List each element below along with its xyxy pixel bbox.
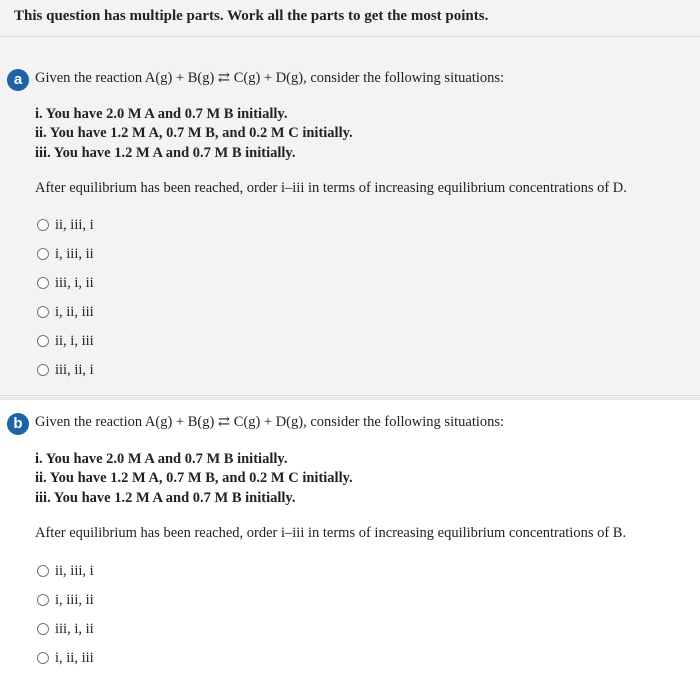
part-b-situation-2: ii. You have 1.2 M A, 0.7 M B, and 0.2 M C initially. <box>35 470 353 486</box>
part-b-situation-1: i. You have 2.0 M A and 0.7 M B initially. <box>35 451 288 467</box>
part-a-prompt: Given the reaction A(g) + B(g) ⇄ C(g) + D(g), consider the following situations: <box>35 70 505 86</box>
question-part-b <box>0 400 700 675</box>
option-label: i, iii, ii <box>55 591 94 608</box>
part-a-option-1[interactable] <box>37 216 94 234</box>
option-label: i, iii, ii <box>55 245 94 262</box>
part-b-option-3[interactable] <box>37 620 94 638</box>
option-label: ii, iii, i <box>55 562 94 579</box>
option-label: iii, ii, i <box>55 361 94 378</box>
instructions-text: This question has multiple parts. Work all the parts to get the most points. <box>14 8 489 24</box>
radio-button[interactable] <box>37 594 49 606</box>
part-b-question: After equilibrium has been reached, order i–iii in terms of increasing equilibrium concentrations of B. <box>35 525 627 541</box>
part-b-option-4[interactable] <box>37 649 94 667</box>
part-b-prompt: Given the reaction A(g) + B(g) ⇄ C(g) + D(g), consider the following situations: <box>35 414 505 430</box>
radio-button[interactable] <box>37 335 49 347</box>
part-a-badge: a <box>7 69 29 91</box>
option-label: iii, i, ii <box>55 274 94 291</box>
part-b-badge: b <box>7 413 29 435</box>
part-a-option-6[interactable] <box>37 361 94 379</box>
option-label: ii, iii, i <box>55 216 94 233</box>
part-a-situation-1: i. You have 2.0 M A and 0.7 M B initially. <box>35 106 288 122</box>
part-b-option-2[interactable] <box>37 591 94 609</box>
radio-button[interactable] <box>37 364 49 376</box>
option-label: ii, i, iii <box>55 332 94 349</box>
part-a-situation-2: ii. You have 1.2 M A, 0.7 M B, and 0.2 M C initially. <box>35 125 353 141</box>
option-label: i, ii, iii <box>55 649 94 666</box>
question-part-a <box>0 58 700 393</box>
part-a-question: After equilibrium has been reached, order i–iii in terms of increasing equilibrium concentrations of D. <box>35 180 627 196</box>
part-a-option-3[interactable] <box>37 274 94 292</box>
radio-button[interactable] <box>37 277 49 289</box>
radio-button[interactable] <box>37 219 49 231</box>
part-b-situation-3: iii. You have 1.2 M A and 0.7 M B initially. <box>35 490 296 506</box>
radio-button[interactable] <box>37 652 49 664</box>
instructions-header <box>0 0 700 37</box>
radio-button[interactable] <box>37 306 49 318</box>
part-a-situation-3: iii. You have 1.2 M A and 0.7 M B initially. <box>35 145 296 161</box>
radio-button[interactable] <box>37 248 49 260</box>
option-label: iii, i, ii <box>55 620 94 637</box>
part-a-option-4[interactable] <box>37 303 94 321</box>
part-b-option-1[interactable] <box>37 562 94 580</box>
radio-button[interactable] <box>37 623 49 635</box>
radio-button[interactable] <box>37 565 49 577</box>
option-label: i, ii, iii <box>55 303 94 320</box>
part-divider <box>0 395 700 396</box>
part-a-option-5[interactable] <box>37 332 94 350</box>
part-a-option-2[interactable] <box>37 245 94 263</box>
